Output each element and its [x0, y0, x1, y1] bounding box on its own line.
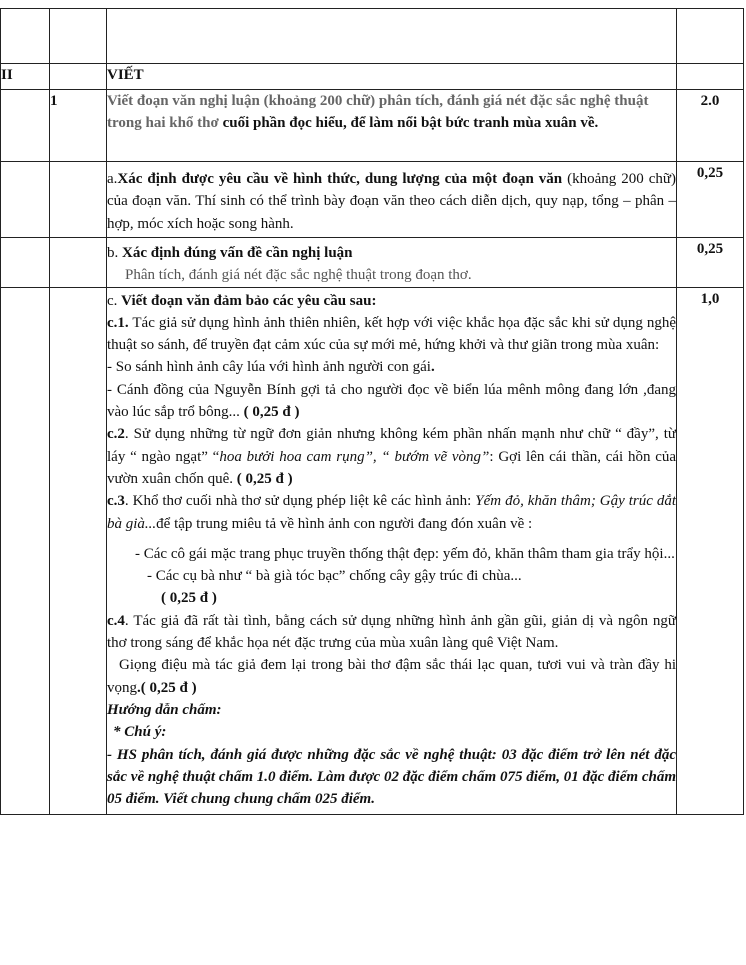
c1-text: Tác giả sử dụng hình ảnh thiên nhiên, kết hợp với việc khắc họa đặc sắc khi sử dụng nghệ thuật so sánh, để truyền đạt cảm xúc của sự mới mẻ, hứng khởi và thư giãn trong mùa xuân:	[107, 314, 676, 354]
c3-bullet-1: - Các cô gái mặc trang phục truyền thống thật đẹp: yếm đỏ, khăn thâm tham gia trẩy hội...	[135, 545, 675, 562]
c3-text-1: . Khổ thơ cuối nhà thơ sử dụng phép liệt kê các hình ảnh:	[124, 493, 472, 510]
c3-italic: Yếm đỏ, khăn thâm; Gậy trúc dắt bà già...	[107, 493, 677, 532]
empty-cell	[1, 9, 50, 64]
question-prompt-bold: cuối phần đọc hiểu, để làm nổi bật bức tranh mùa xuân về.	[222, 115, 599, 132]
c3-text-2: để tập trung miêu tả về hình ảnh con người đang đón xuân về :	[156, 515, 533, 532]
part-c-bold: Viết đoạn văn đảm bảo các yêu cầu sau:	[121, 292, 377, 309]
question-number: 1	[50, 90, 107, 162]
section-title: VIẾT	[107, 64, 677, 90]
c1-paragraph	[107, 312, 676, 357]
c3-score: ( 0,25 đ )	[161, 590, 217, 607]
part-c-prefix: c.	[107, 292, 118, 309]
c4-text: . Tác giả đã rất tài tình, bằng cách sử dụng những hình ảnh gần gũi, giản dị và ngôn ngữ thơ trong sáng để khắc họa nét đặc trưng của mùa xuân làng quê Việt Nam.	[107, 612, 676, 652]
part-b-detail: Phân tích, đánh giá nét đặc sắc nghệ thuật trong đoạn thơ.	[125, 267, 472, 284]
c3-bullet-2: - Các cụ bà như “ bà già tóc bạc” chống cây gậy trúc đi chùa...	[147, 568, 522, 585]
empty-cell	[1, 238, 50, 288]
c2-italic: hoa bưởi hoa cam rụng”, “ bướm vẽ vòng”	[219, 448, 490, 465]
question-prompt-grey: Viết đoạn văn nghị luận (khoảng 200 chữ) phân tích, đánh giá nét đặc sắc nghệ thuật trong hai khổ thơ	[107, 93, 649, 132]
part-a-rest: (khoảng 200 chữ) của đoạn văn. Thí sinh có thể trình bày đoạn văn theo cách diễn dịch, quy nạp, tổng – phân – hợp, móc xích hoặc song hành.	[107, 171, 677, 232]
empty-cell	[50, 238, 107, 288]
part-b-bold: Xác định đúng vấn đề cần nghị luận	[122, 245, 353, 261]
empty-cell	[677, 9, 744, 64]
guide-title: Hướng dẫn chấm:	[107, 701, 222, 718]
c1-bullet-1-end: .	[430, 359, 435, 376]
table-row-part-b	[1, 238, 744, 288]
question-prompt	[107, 90, 677, 162]
table-row-question	[1, 90, 744, 162]
c2-text-1: . Sử dụng những từ ngữ đơn giản nhưng không kém phần nhấn mạnh như chữ “ đầy”, từ láy “ ngào ngạt” “	[107, 426, 676, 465]
c2-text-2: : Gợi lên cái thần, cái hồn của vườn xuân chốn quê.	[107, 448, 677, 487]
c1-label: c.1.	[107, 314, 129, 331]
part-a-content	[107, 162, 677, 238]
table-row-section	[1, 64, 744, 90]
empty-cell	[50, 287, 107, 815]
part-c-content	[107, 287, 677, 815]
c2-label: c.2	[107, 426, 125, 443]
empty-cell	[677, 64, 744, 90]
section-roman: II	[1, 64, 50, 90]
note-title: * Chú ý:	[113, 724, 167, 741]
part-b-points: 0,25	[677, 238, 744, 288]
note-text: - HS phân tích, đánh giá được những đặc sắc về nghệ thuật: 03 đặc điểm trở lên nét đặc sắc về nghệ thuật chấm 1.0 điểm. Làm được 02 đặc điểm chấm 075 điểm, 01 đặc điểm chấm 05 điểm. Viết chung chung chấm 025 điểm.	[107, 746, 676, 808]
part-b-heading	[107, 242, 676, 264]
c1-bullet-1	[107, 356, 676, 378]
c4-paragraph	[107, 610, 676, 655]
c2-paragraph	[107, 423, 676, 490]
part-b-content	[107, 238, 677, 288]
part-b-prefix: b.	[107, 245, 119, 261]
grading-table	[0, 8, 744, 815]
part-c-heading	[107, 290, 676, 312]
c4-label: c.4	[107, 612, 125, 629]
empty-cell	[107, 9, 677, 64]
c1-bullet-2-text: - Cánh đồng của Nguyễn Bính gợi tả cho người đọc về biển lúa mênh mông đang lớn ,đang vào lúc sắp trổ bông...	[107, 381, 676, 421]
empty-cell	[1, 90, 50, 162]
c4-para	[107, 654, 676, 699]
c3-paragraph	[107, 490, 676, 535]
part-a-prefix: a.	[107, 171, 118, 187]
table-row-empty	[1, 9, 744, 64]
table-row-part-a	[1, 162, 744, 238]
c3-label: c.3	[107, 493, 125, 510]
c4-para-text: Giọng điệu mà tác giả đem lại trong bài thơ đậm sắc thái lạc quan, tươi vui và tràn đầy hi vọng	[107, 657, 676, 696]
empty-cell	[50, 64, 107, 90]
part-c-points: 1,0	[677, 287, 744, 815]
c2-score: ( 0,25 đ )	[236, 470, 293, 487]
question-points: 2.0	[677, 90, 744, 162]
empty-cell	[50, 9, 107, 64]
c1-bullet-2	[107, 379, 676, 424]
part-a-points: 0,25	[677, 162, 744, 238]
table-row-part-c	[1, 287, 744, 815]
empty-cell	[1, 287, 50, 815]
c1-score: ( 0,25 đ )	[243, 404, 300, 421]
part-a-bold: Xác định được yêu cầu về hình thức, dung lượng của một đoạn văn	[117, 171, 563, 187]
c1-bullet-1-text: - So sánh hình ảnh cây lúa với hình ảnh người con gái	[107, 359, 431, 376]
empty-cell	[50, 162, 107, 238]
empty-cell	[1, 162, 50, 238]
c4-score: .( 0,25 đ )	[137, 679, 197, 696]
